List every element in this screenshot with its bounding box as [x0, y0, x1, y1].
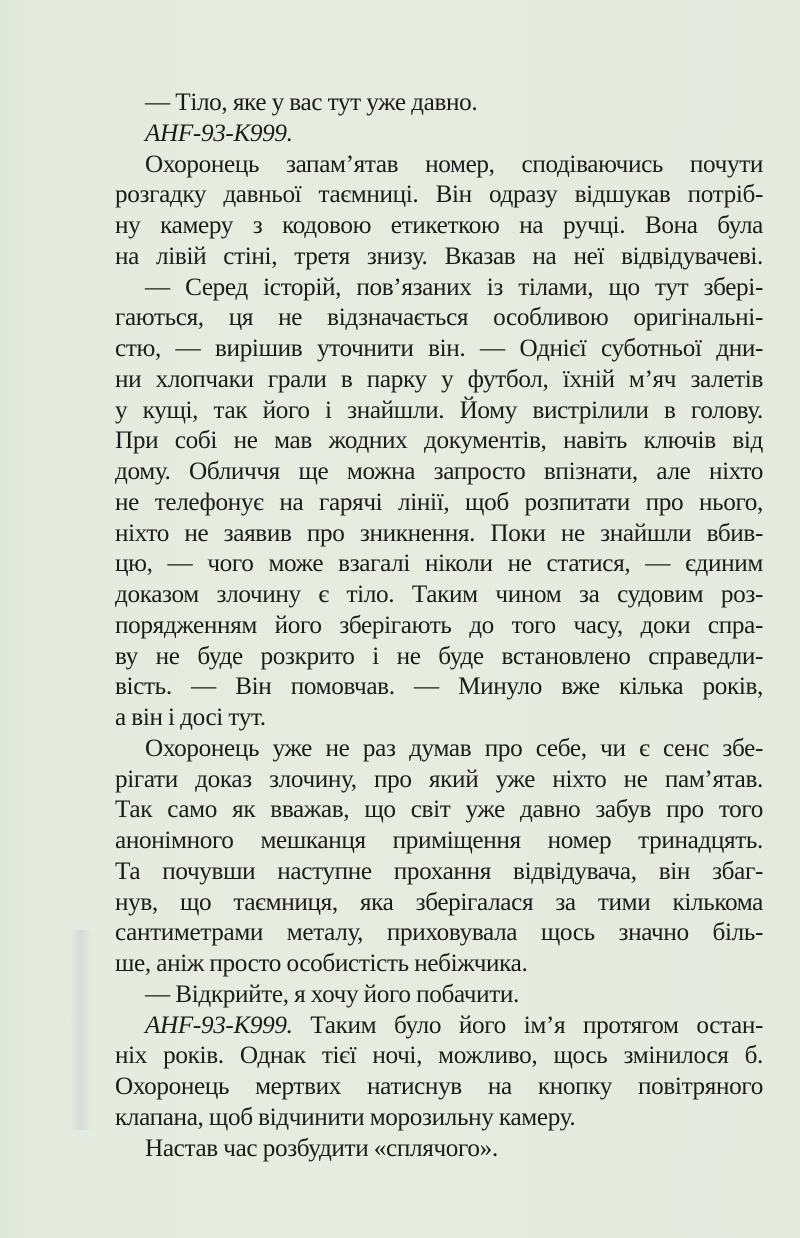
text-line: При собі не мав жодних документів, навіть ключів від	[115, 427, 763, 455]
code-label: AHF-93-K999.	[145, 1011, 293, 1039]
text-line: Охоронець уже не раз думав про себе, чи є сенс збе-	[145, 734, 763, 762]
text-line: клапана, щоб відчинити морозильну камеру.	[115, 1103, 576, 1131]
page-shadow	[70, 930, 92, 1130]
text-line: — Відкрийте, я хочу його побачити.	[145, 980, 519, 1008]
text-line: гаються, ця не відзначається особливою оригінальні-	[115, 304, 763, 332]
text-line: ни хлопчаки грали в парку у футбол, їхній м’яч залетів	[115, 365, 763, 393]
text-span: Таким було його ім’я протягом остан-	[292, 1011, 763, 1039]
text-line: вість. — Він помовчав. — Минуло вже кілька років,	[115, 673, 763, 701]
text-line: стю, — вирішив уточнити він. — Однієї суботньої дни-	[115, 335, 763, 362]
text-line: Охоронець запам’ятав номер, сподіваючись почути	[145, 150, 763, 178]
text-line: ву не буде розкрито і не буде встановлено справедли-	[115, 642, 763, 670]
text-line: не телефонує на гарячі лінії, щоб розпитати про нього,	[115, 488, 763, 516]
text-line: на лівій стіні, третя знизу. Вказав на неї відвідувачеві.	[115, 242, 763, 270]
text-line: Настав час розбудити «сплячого».	[145, 1134, 498, 1162]
text-line: ніх років. Однак тієї ночі, можливо, щось змінилося б.	[115, 1042, 763, 1070]
text-line: сантиметрами металу, приховувала щось значно біль-	[115, 919, 763, 947]
text-line: дому. Обличчя ще можна запросто впізнати, але ніхто	[115, 458, 763, 485]
text-line: Охоронець мертвих натиснув на кнопку повітряного	[115, 1073, 763, 1100]
text-line: Та почувши наступне прохання відвідувача, він збаг-	[115, 857, 763, 885]
text-line: Так само як вважав, що світ уже давно забув про того	[115, 796, 763, 824]
text-line: — Тіло, яке у вас тут уже давно.	[145, 89, 478, 116]
text-line: анонімного мешканця приміщення номер тринадцять.	[115, 827, 763, 854]
text-line	[115, 1011, 763, 1042]
text-line: а він і досі тут.	[115, 704, 266, 731]
text-line: ну камеру з кодовою етикеткою на ручці. Вона була	[115, 212, 763, 239]
body-text	[115, 88, 763, 1164]
text-line: у кущі, так його і знайшли. Йому вистрілили в голову.	[115, 396, 763, 424]
text-line: нув, що таємниця, яка зберігалася за тими кількома	[115, 888, 763, 916]
text-line	[115, 119, 763, 150]
text-line: ше, аніж просто особистість небіжчика.	[115, 950, 528, 977]
code-label: AHF-93-K999.	[145, 119, 293, 147]
text-line: розгадку давньої таємниці. Він одразу відшукав потріб-	[115, 181, 763, 209]
text-line: порядженням його зберігають до того часу, доки спра-	[115, 611, 763, 639]
text-line: цю, — чого може взагалі ніколи не статися, — єдиним	[115, 550, 763, 578]
text-line: доказом злочину є тіло. Таким чином за судовим роз-	[115, 581, 763, 608]
text-line: рігати доказ злочину, про який уже ніхто не пам’ятав.	[115, 765, 763, 793]
text-line: ніхто не заявив про зникнення. Поки не знайшли вбив-	[115, 519, 763, 547]
text-line: — Серед історій, пов’язаних із тілами, що тут збері-	[145, 273, 763, 301]
